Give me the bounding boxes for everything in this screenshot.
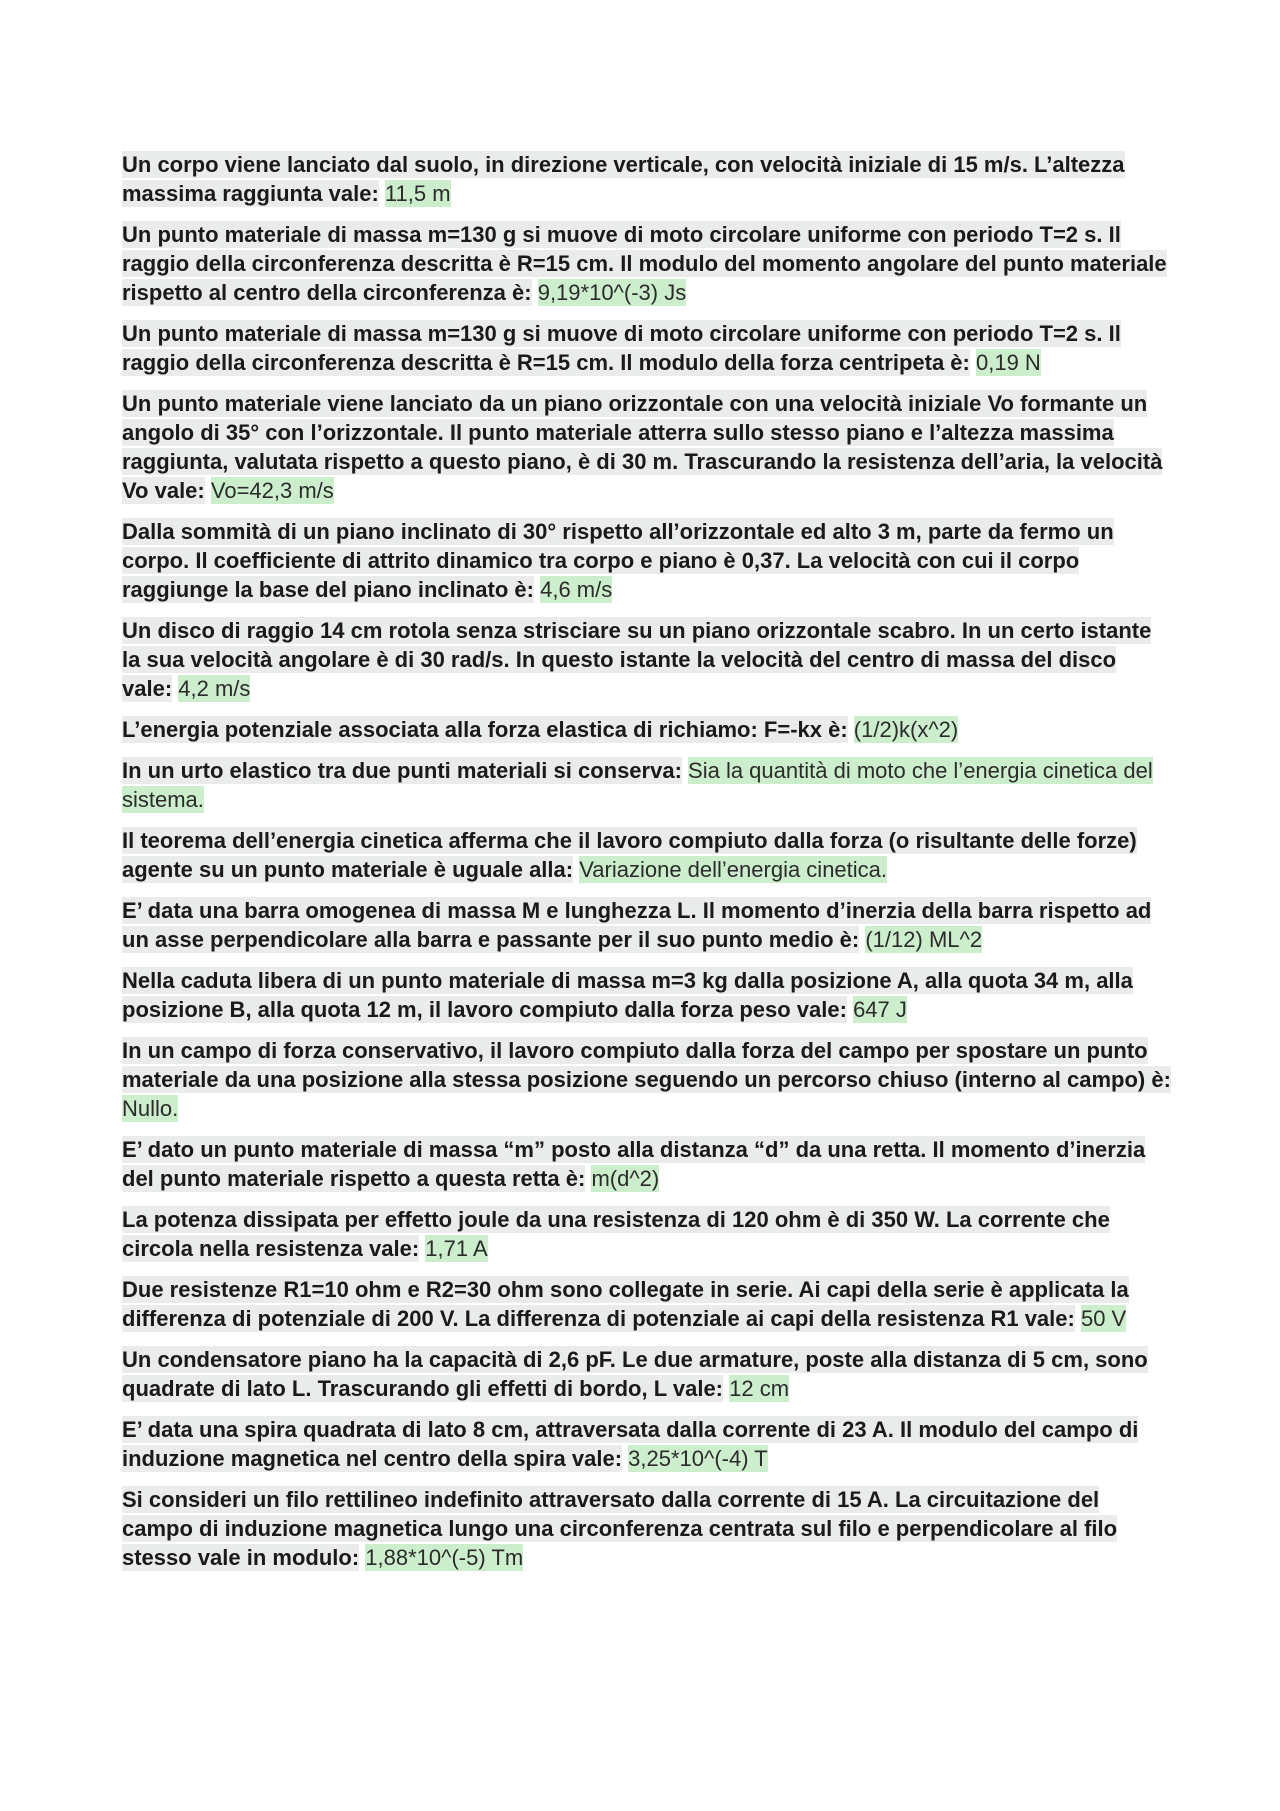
answer-text: 647 J bbox=[853, 997, 907, 1022]
question-item bbox=[122, 1345, 1172, 1403]
question-item bbox=[122, 616, 1172, 703]
answer-text: (1/2)k(x^2) bbox=[853, 717, 959, 742]
answer-text: Variazione dell’energia cinetica. bbox=[579, 857, 888, 882]
answer-text: 0,19 N bbox=[976, 350, 1041, 375]
question-item bbox=[122, 517, 1172, 604]
question-text: L’energia potenziale associata alla forza elastica di richiamo: F=-kx è: bbox=[122, 717, 848, 742]
question-item bbox=[122, 1036, 1172, 1123]
question-text: Nella caduta libera di un punto materiale di massa m=3 kg dalla posizione A, alla quota 34 m, alla posizione B, alla quota 12 m, il lavoro compiuto dalla forza peso vale: bbox=[122, 968, 1133, 1022]
question-item bbox=[122, 319, 1172, 377]
question-text: Un punto materiale viene lanciato da un piano orizzontale con una velocità iniziale Vo formante un angolo di 35° con l’orizzontale. Il punto materiale atterra sullo stesso piano e l’altezza massima raggiunta, valutata rispetto a questo piano, è di 30 m. Trascurando la resistenza dell’aria, la velocità Vo vale: bbox=[122, 391, 1163, 503]
question-item bbox=[122, 756, 1172, 814]
answer-text: 1,71 A bbox=[425, 1236, 488, 1261]
question-item bbox=[122, 715, 1172, 744]
question-item bbox=[122, 220, 1172, 307]
question-text: In un urto elastico tra due punti materiali si conserva: bbox=[122, 758, 682, 783]
answer-text: 4,6 m/s bbox=[540, 577, 613, 602]
answer-text: 11,5 m bbox=[384, 181, 451, 206]
question-text: E’ dato un punto materiale di massa “m” posto alla distanza “d” da una retta. Il momento d’inerzia del punto materiale rispetto a questa retta è: bbox=[122, 1137, 1146, 1191]
question-text: Un disco di raggio 14 cm rotola senza strisciare su un piano orizzontale scabro. In un certo istante la sua velocità angolare è di 30 rad/s. In questo istante la velocità del centro di massa del disco vale: bbox=[122, 618, 1152, 701]
question-text: E’ data una spira quadrata di lato 8 cm, attraversata dalla corrente di 23 A. Il modulo del campo di induzione magnetica nel centro della spira vale: bbox=[122, 1417, 1139, 1471]
question-item bbox=[122, 1205, 1172, 1263]
question-text: Il teorema dell’energia cinetica afferma che il lavoro compiuto dalla forza (o risultante delle forze) agente su un punto materiale è uguale alla: bbox=[122, 828, 1137, 882]
answer-text: Vo=42,3 m/s bbox=[210, 478, 334, 503]
answer-text: (1/12) ML^2 bbox=[865, 927, 983, 952]
question-item bbox=[122, 826, 1172, 884]
answer-text: 1,88*10^(-5) Tm bbox=[365, 1545, 524, 1570]
answer-text: 9,19*10^(-3) Js bbox=[537, 280, 687, 305]
question-text: In un campo di forza conservativo, il lavoro compiuto dalla forza del campo per spostare un punto materiale da una posizione alla stessa posizione seguendo un percorso chiuso (interno al campo) è: bbox=[122, 1038, 1171, 1092]
question-text: E’ data una barra omogenea di massa M e lunghezza L. Il momento d’inerzia della barra rispetto ad un asse perpendicolare alla barra e passante per il suo punto medio è: bbox=[122, 898, 1152, 952]
question-item bbox=[122, 1415, 1172, 1473]
answer-text: Sia la quantità di moto che l’energia cinetica del sistema. bbox=[122, 758, 1153, 812]
question-item bbox=[122, 150, 1172, 208]
question-text: Un punto materiale di massa m=130 g si muove di moto circolare uniforme con periodo T=2 s. Il raggio della circonferenza descritta è R=15 cm. Il modulo del momento angolare del punto materiale rispetto al centro della circonferenza è: bbox=[122, 222, 1167, 305]
question-item bbox=[122, 389, 1172, 505]
question-text: Un punto materiale di massa m=130 g si muove di moto circolare uniforme con periodo T=2 s. Il raggio della circonferenza descritta è R=15 cm. Il modulo della forza centripeta è: bbox=[122, 321, 1121, 375]
question-item bbox=[122, 896, 1172, 954]
question-item bbox=[122, 1135, 1172, 1193]
answer-text: 50 V bbox=[1080, 1306, 1127, 1331]
answer-text: m(d^2) bbox=[591, 1166, 660, 1191]
question-item bbox=[122, 1275, 1172, 1333]
question-text: Un condensatore piano ha la capacità di 2,6 pF. Le due armature, poste alla distanza di 5 cm, sono quadrate di lato L. Trascurando gli effetti di bordo, L vale: bbox=[122, 1347, 1148, 1401]
answer-text: Nullo. bbox=[122, 1096, 179, 1121]
question-text: Due resistenze R1=10 ohm e R2=30 ohm sono collegate in serie. Ai capi della serie è applicata la differenza di potenziale di 200 V. La differenza di potenziale ai capi della resistenza R1 vale: bbox=[122, 1277, 1129, 1331]
answer-text: 12 cm bbox=[729, 1376, 790, 1401]
question-item bbox=[122, 1485, 1172, 1572]
answer-text: 4,2 m/s bbox=[178, 676, 251, 701]
question-text: La potenza dissipata per effetto joule da una resistenza di 120 ohm è di 350 W. La corrente che circola nella resistenza vale: bbox=[122, 1207, 1110, 1261]
question-item bbox=[122, 966, 1172, 1024]
question-text: Un corpo viene lanciato dal suolo, in direzione verticale, con velocità iniziale di 15 m/s. L’altezza massima raggiunta vale: bbox=[122, 152, 1125, 206]
question-list bbox=[122, 150, 1172, 1584]
question-text: Si consideri un filo rettilineo indefinito attraversato dalla corrente di 15 A. La circuitazione del campo di induzione magnetica lungo una circonferenza centrata sul filo e perpendicolare al filo stesso vale in modulo: bbox=[122, 1487, 1118, 1570]
question-text: Dalla sommità di un piano inclinato di 30° rispetto all’orizzontale ed alto 3 m, parte da fermo un corpo. Il coefficiente di attrito dinamico tra corpo e piano è 0,37. La velocità con cui il corpo raggiunge la base del piano inclinato è: bbox=[122, 519, 1114, 602]
answer-text: 3,25*10^(-4) T bbox=[628, 1446, 768, 1471]
